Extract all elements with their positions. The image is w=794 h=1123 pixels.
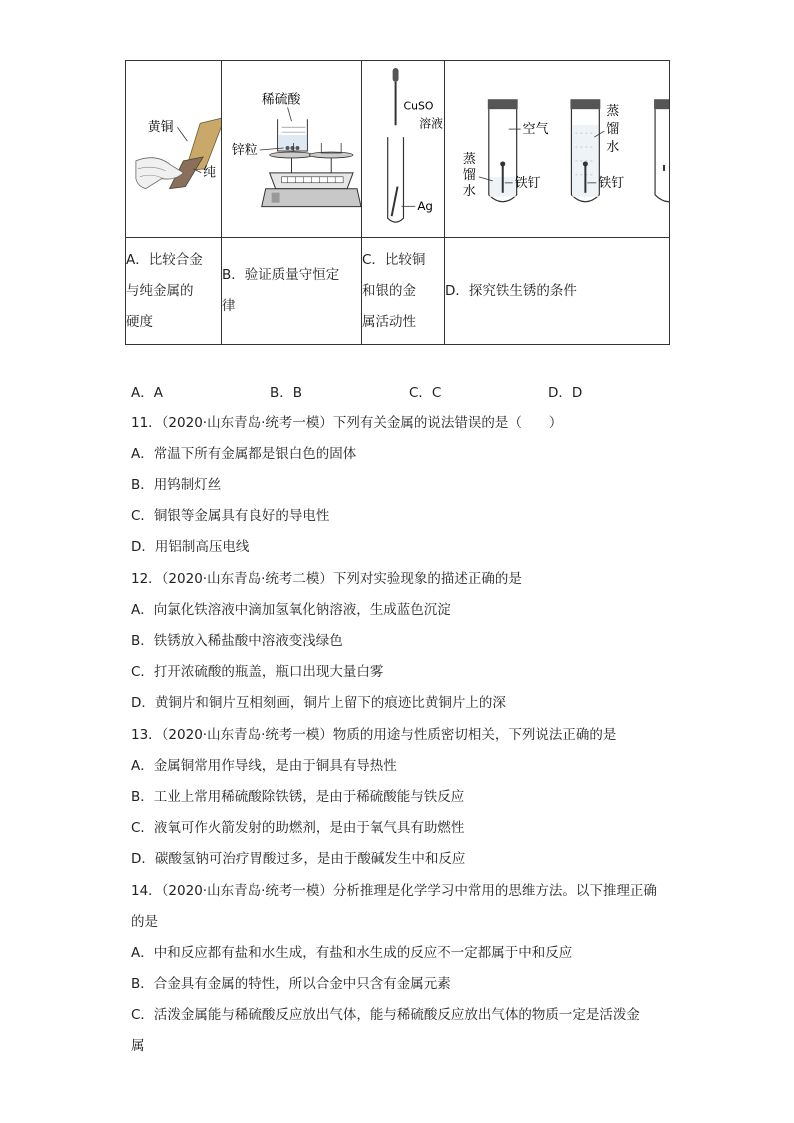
question-11-option-c[interactable]: C．铜银等金属具有良好的导电性 <box>131 508 330 524</box>
question-13-option-b[interactable]: B．工业上常用稀硫酸除铁锈，是由于稀硫酸能与铁反应 <box>131 789 465 805</box>
question-11-option-d[interactable]: D．用铝制高压电线 <box>131 539 250 555</box>
caption-b-line-1: B．验证质量守恒定 <box>222 267 340 283</box>
label-distilled-water-right-3: 水 <box>606 139 620 155</box>
answer-option-b[interactable]: B．B <box>270 385 303 401</box>
question-14-option-a[interactable]: A．中和反应都有盐和水生成，有盐和水生成的反应不一定都属于中和反应 <box>131 945 573 961</box>
caption-row <box>126 238 670 345</box>
caption-a-line-2: 与纯金属的 <box>126 282 194 299</box>
iron-rusting-figure <box>445 61 669 237</box>
question-12-option-a[interactable]: A．向氯化铁溶液中滴加氢氧化钠溶液，生成蓝色沉淀 <box>131 602 451 618</box>
label-dilute-sulfuric-acid: 稀硫酸 <box>261 92 301 108</box>
label-solution: 溶液 <box>419 116 443 131</box>
label-iron-nail-1: 铁钉 <box>514 175 541 191</box>
caption-d-line-1: D．探究铁生锈的条件 <box>445 282 577 299</box>
label-brass: 黄铜 <box>147 120 174 136</box>
question-13-option-c[interactable]: C．液氧可作火箭发射的助燃剂，是由于氧气具有助燃性 <box>131 820 465 836</box>
label-distilled-water-right-1: 蒸 <box>606 104 620 120</box>
figure-b-cell <box>222 61 362 238</box>
balance-figure <box>222 61 361 237</box>
caption-c-line-3: 属活动性 <box>362 313 416 330</box>
question-13-option-d[interactable]: D．碳酸氢钠可治疗胃酸过多，是由于酸碱发生中和反应 <box>131 851 466 867</box>
label-iron-nail-2: 铁钉 <box>598 175 625 191</box>
caption-c-line-2: 和银的金 <box>362 282 416 299</box>
question-11-option-b[interactable]: B．用钨制灯丝 <box>131 477 222 493</box>
answer-option-a[interactable]: A．A <box>131 385 163 401</box>
questions-block <box>131 411 671 1061</box>
question-11-option-a[interactable]: A．常温下所有金属都是银白色的固体 <box>131 446 357 462</box>
question-14-option-c-line-1[interactable]: C．活泼金属能与稀硫酸反应放出气体，能与稀硫酸反应放出气体的物质一定是活泼金 <box>131 1007 640 1023</box>
question-12-option-b[interactable]: B．铁锈放入稀盐酸中溶液变浅绿色 <box>131 633 343 649</box>
caption-c <box>362 238 445 345</box>
label-zinc-granules: 锌粒 <box>231 142 258 158</box>
caption-a <box>126 238 222 345</box>
question-12-stem: 12．（2020·山东青岛·统考二模）下列对实验现象的描述正确的是 <box>131 571 522 587</box>
label-air: 空气 <box>522 122 549 138</box>
caption-b <box>222 238 362 345</box>
caption-c-line-1: C．比较铜 <box>362 251 426 268</box>
caption-a-line-1: A．比较合金 <box>126 251 203 268</box>
answer-option-d[interactable]: D．D <box>548 385 583 401</box>
question-13-stem: 13．（2020·山东青岛·统考一模）物质的用途与性质密切相关，下列说法正确的是 <box>131 727 617 743</box>
label-pure-metal: 纯 <box>203 165 217 181</box>
question-12-option-c[interactable]: C．打开浓硫酸的瓶盖，瓶口出现大量白雾 <box>131 664 384 680</box>
figure-d-cell <box>445 61 670 238</box>
label-silver: Ag <box>417 199 433 214</box>
question-13-option-a[interactable]: A．金属铜常用作导线，是由于铜具有导热性 <box>131 758 397 774</box>
figure-row <box>126 61 670 238</box>
label-cuso4: CuSO <box>403 99 434 113</box>
label-distilled-water-right-2: 馏 <box>606 122 620 138</box>
figure-c-cell <box>362 61 445 238</box>
question-12-option-d[interactable]: D．黄铜片和铜片互相刻画，铜片上留下的痕迹比黄铜片上的深 <box>131 695 506 711</box>
answer-option-c[interactable]: C．C <box>409 385 442 401</box>
caption-d <box>445 238 670 345</box>
question-14-stem-line-1: 14．（2020·山东青岛·统考一模）分析推理是化学学习中常用的思维方法。以下推理正确 <box>131 883 657 899</box>
caption-a-line-3: 硬度 <box>126 313 153 330</box>
label-distilled-water-left-1: 蒸 <box>462 151 476 167</box>
brass-scratch-figure <box>126 61 221 237</box>
question-14-option-c-line-2[interactable]: 属 <box>131 1038 145 1054</box>
question-14-stem-line-2: 的是 <box>131 914 158 930</box>
experiment-table <box>125 60 670 345</box>
dropper-test-tube-figure <box>362 61 444 237</box>
label-distilled-water-left-3: 水 <box>462 183 476 199</box>
caption-b-line-2: 律 <box>222 298 236 314</box>
label-distilled-water-left-2: 馏 <box>462 167 476 183</box>
answer-options-q10 <box>131 381 671 401</box>
figure-a-cell <box>126 61 222 238</box>
question-11-stem: 11．（2020·山东青岛·统考一模）下列有关金属的说法错误的是（ ） <box>131 415 563 431</box>
question-14-option-b[interactable]: B．合金具有金属的特性，所以合金中只含有金属元素 <box>131 976 451 992</box>
